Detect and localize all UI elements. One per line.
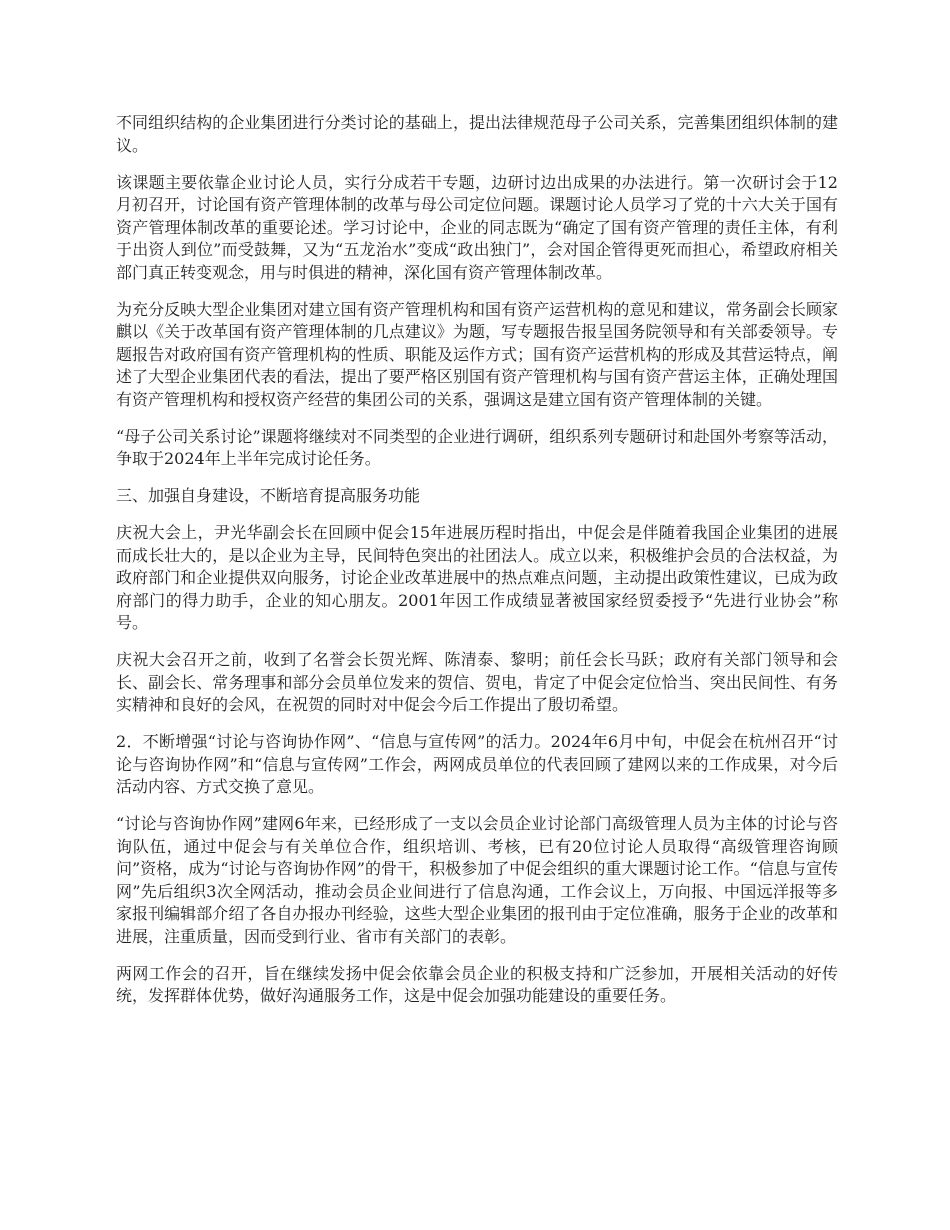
- paragraph: 不同组织结构的企业集团进行分类讨论的基础上，提出法律规范母子公司关系，完善集团组织体制的建议。: [116, 113, 838, 155]
- paragraph: “母子公司关系讨论”课题将继续对不同类型的企业进行调研，组织系列专题研讨和赴国外考察等活动，争取于2024年上半年完成讨论任务。: [116, 426, 838, 468]
- paragraph: 庆祝大会召开之前，收到了名誉会长贺光辉、陈清泰、黎明；前任会长马跃；政府有关部门领导和会长、副会长、常务理事和部分会员单位发来的贺信、贺电，肯定了中促会定位恰当、突出民间性、有务实精神和良好的会风，在祝贺的同时对中促会今后工作提出了殷切希望。: [116, 650, 838, 714]
- paragraph: 为充分反映大型企业集团对建立国有资产管理机构和国有资产运营机构的意见和建议，常务副会长顾家麒以《关于改革国有资产管理体制的几点建议》为题，写专题报告报呈国务院领导和有关部委领导。专题报告对政府国有资产管理机构的性质、职能及运作方式；国有资产运营机构的形成及其营运特点，阐述了大型企业集团代表的看法，提出了要严格区别国有资产管理机构与国有资产营运主体，正确处理国有资产管理机构和授权资产经营的集团公司的关系，强调这是建立国有资产管理体制的关键。: [116, 299, 838, 409]
- document-page: [116, 112, 838, 1022]
- paragraph: 两网工作会的召开，旨在继续发扬中促会依靠会员企业的积极支持和广泛参加，开展相关活动的好传统，发挥群体优势，做好沟通服务工作，这是中促会加强功能建设的重要任务。: [116, 963, 838, 1005]
- paragraph: 该课题主要依靠企业讨论人员，实行分成若干专题，边研讨边出成果的办法进行。第一次研讨会于12月初召开，讨论国有资产管理体制的改革与母公司定位问题。课题讨论人员学习了党的十六大关于国有资产管理体制改革的重要论述。学习讨论中，企业的同志既为“确定了国有资产管理的责任主体，有利于出资人到位”而受鼓舞，又为“五龙治水”变成“政出独门”，会对国企管得更死而担心，希望政府相关部门真正转变观念，用与时俱进的精神，深化国有资产管理体制改革。: [116, 172, 838, 282]
- paragraph: 2．不断增强“讨论与咨询协作网”、“信息与宣传网”的活力。2024年6月中旬，中促会在杭州召开“讨论与咨询协作网”和“信息与宣传网”工作会，两网成员单位的代表回顾了建网以来的工作成果，对今后活动内容、方式交换了意见。: [116, 732, 838, 796]
- paragraph: 庆祝大会上，尹光华副会长在回顾中促会15年进展历程时指出，中促会是伴随着我国企业集团的进展而成长壮大的，是以企业为主导，民间特色突出的社团法人。成立以来，积极维护会员的合法权益，为政府部门和企业提供双向服务，讨论企业改革进展中的热点难点问题，主动提出政策性建议，已成为政府部门的得力助手，企业的知心朋友。2001年因工作成绩显著被国家经贸委授予“先进行业协会”称号。: [116, 523, 838, 632]
- paragraph: “讨论与咨询协作网”建网6年来，已经形成了一支以会员企业讨论部门高级管理人员为主体的讨论与咨询队伍，通过中促会与有关单位合作，组织培训、考核，已有20位讨论人员取得“高级管理咨询顾问”资格，成为“讨论与咨询协作网”的骨干，积极参加了中促会组织的重大课题讨论工作。“信息与宣传网”先后组织3次全网活动，推动会员企业间进行了信息沟通，工作会议上，万向报、中国远洋报等多家报刊编辑部介绍了各自办报办刊经验，这些大型企业集团的报刊由于定位准确，服务于企业的改革和进展，注重质量，因而受到行业、省市有关部门的表彰。: [116, 814, 838, 946]
- section-heading: 三、加强自身建设，不断培育提高服务功能: [116, 486, 421, 505]
